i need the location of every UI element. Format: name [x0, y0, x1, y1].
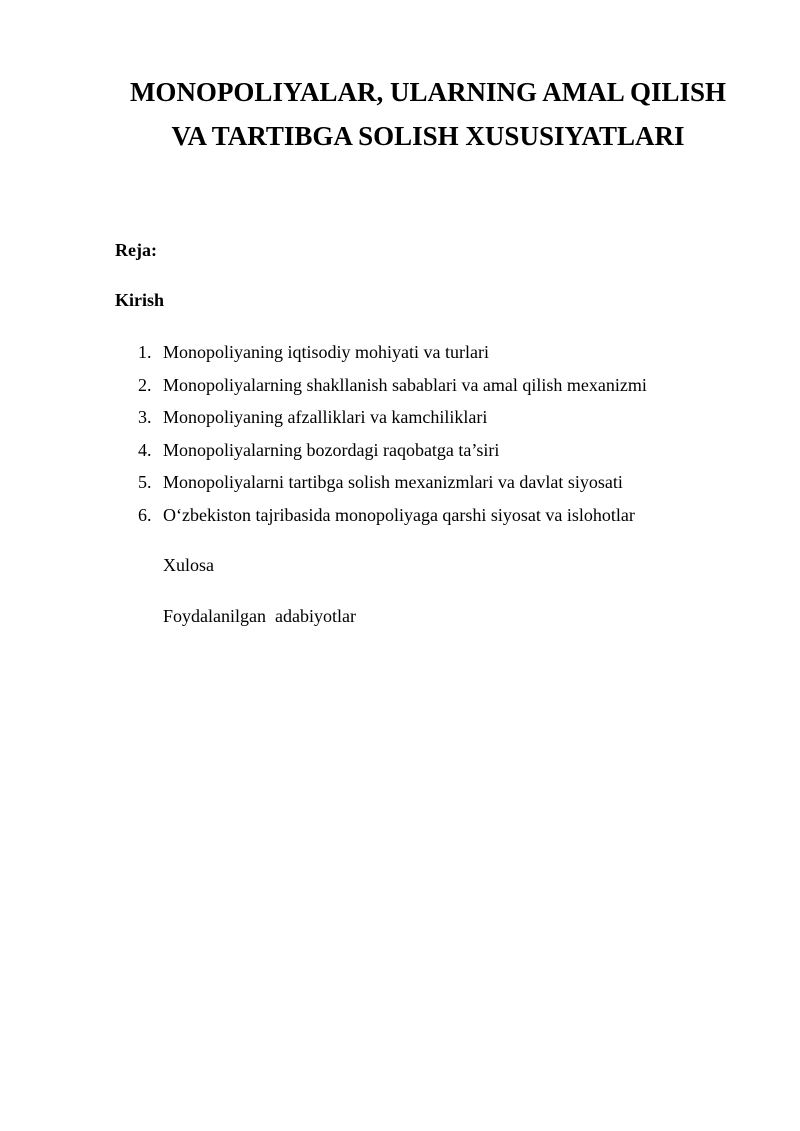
plan-item-number: 1. [138, 342, 152, 362]
plan-heading: Reja: [115, 240, 157, 260]
plan-item-text: Monopoliyalarning shakllanish sabablari va amal qilish mexanizmi [163, 374, 647, 395]
plan-item-number: 4. [138, 439, 152, 460]
plan-item-6 [138, 505, 647, 538]
plan-item-number: 3. [138, 407, 152, 428]
plan-item-1 [138, 342, 647, 375]
plan-item-text: Monopoliyaning iqtisodiy mohiyati va turlari [163, 342, 489, 362]
intro-heading: Kirish [115, 290, 165, 310]
references-heading: Foydalanilgan adabiyotlar [163, 606, 356, 626]
plan-item-3 [138, 407, 647, 440]
plan-item-number: 2. [138, 374, 152, 395]
plan-item-5 [138, 472, 647, 505]
plan-item-number: 5. [138, 472, 152, 493]
plan-item-text: O‘zbekiston tajribasida monopoliyaga qarshi siyosat va islohotlar [163, 504, 635, 525]
conclusion-heading: Xulosa [163, 555, 214, 575]
plan-item-2 [138, 375, 647, 408]
plan-item-text: Monopoliyalarning bozordagi raqobatga ta’siri [163, 439, 500, 460]
plan-item-text: Monopoliyaning afzalliklari va kamchiliklari [163, 407, 488, 428]
plan-item-4 [138, 440, 647, 473]
document-title-line-1: MONOPOLIYALAR, ULARNING AMAL QILISH [129, 77, 727, 107]
document-title-line-2: VA TARTIBGA SOLISH XUSUSIYATLARI [171, 121, 685, 151]
plan-item-text: Monopoliyalarni tartibga solish mexanizmlari va davlat siyosati [163, 472, 623, 493]
plan-list [138, 342, 647, 538]
plan-item-number: 6. [138, 504, 152, 525]
